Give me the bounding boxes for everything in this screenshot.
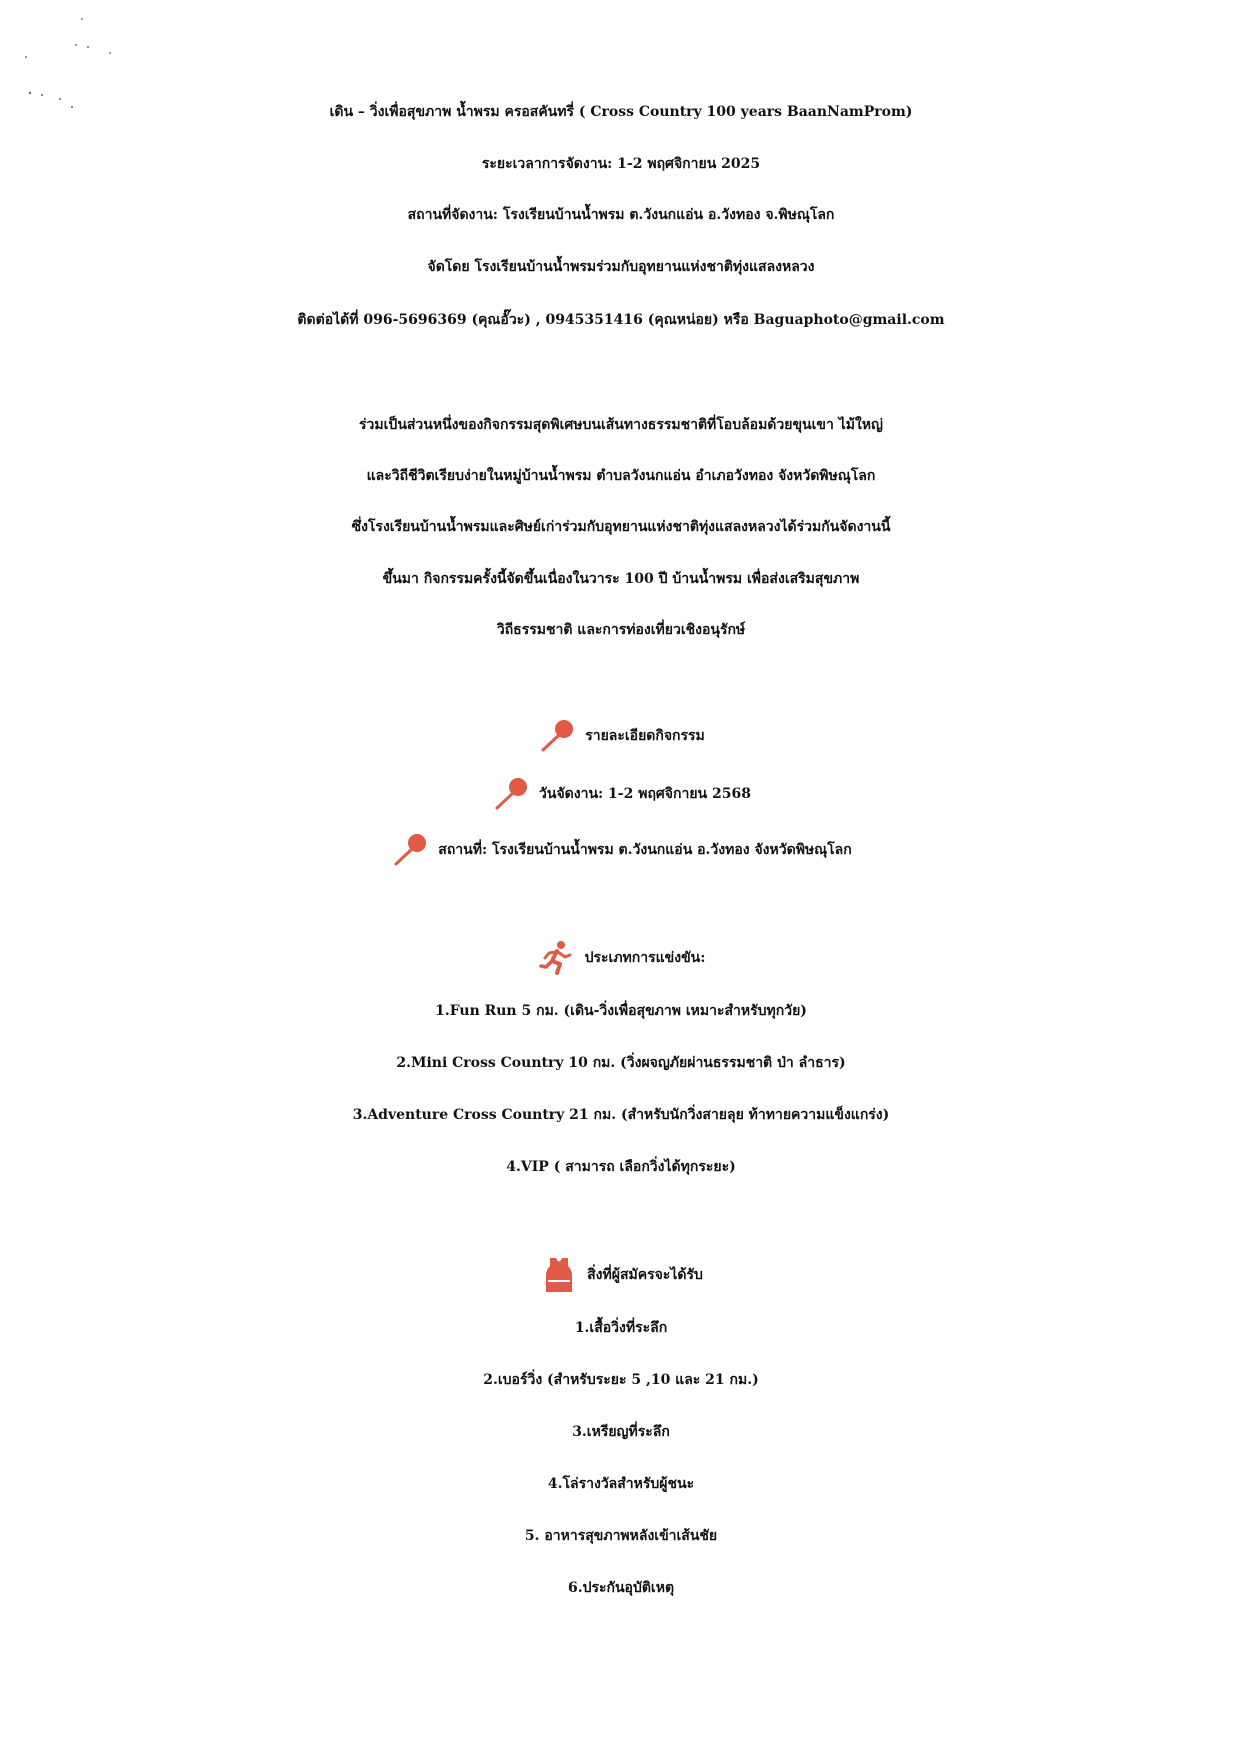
benefit-item-4: 4.โล่รางวัลสำหรับผู้ชนะ xyxy=(547,1476,695,1492)
details-heading: รายละเอียดกิจกรรม xyxy=(585,728,705,744)
details-place-row xyxy=(0,832,1242,868)
event-organizer: จัดโดย โรงเรียนบ้านน้ำพรมร่วมกับอุทยานแห่งชาติทุ่งแสลงหลวง xyxy=(427,259,815,275)
benefits-heading-row xyxy=(0,1257,1242,1293)
details-date-row xyxy=(0,776,1242,812)
benefit-item-3: 3.เหรียญที่ระลึก xyxy=(572,1424,670,1440)
benefit-item-6: 6.ประกันอุบัติเหตุ xyxy=(567,1580,675,1596)
details-date: วันจัดงาน: 1-2 พฤศจิกายน 2568 xyxy=(539,786,751,802)
category-item-2: 2.Mini Cross Country 10 กม. (วิ่งผจญภัยผ่านธรรมชาติ ป่า ลำธาร) xyxy=(396,1055,846,1071)
pushpin-icon xyxy=(390,832,430,868)
details-place: สถานที่: โรงเรียนบ้านน้ำพรม ต.วังนกแอ่น อ.วังทอง จังหวัดพิษณุโลก xyxy=(438,842,852,858)
benefits-heading: สิ่งที่ผู้สมัครจะได้รับ xyxy=(587,1267,703,1283)
event-contact: ติดต่อได้ที่ 096-5696369 (คุณอั๊วะ) , 0945351416 (คุณหน่อย) หรือ Baguaphoto@gmail.com xyxy=(297,312,945,328)
categories-heading: ประเภทการแข่งขัน: xyxy=(584,950,706,966)
category-item-4: 4.VIP ( สามารถ เลือกวิ่งได้ทุกระยะ) xyxy=(506,1159,736,1175)
event-period: ระยะเวลาการจัดงาน: 1-2 พฤศจิกายน 2025 xyxy=(481,156,761,172)
intro-line-5: วิถีธรรมชาติ และการท่องเที่ยวเชิงอนุรักษ์ xyxy=(496,622,746,638)
intro-line-3: ซึ่งโรงเรียนบ้านน้ำพรมและศิษย์เก่าร่วมกับอุทยานแห่งชาติทุ่งแสลงหลวงได้ร่วมกันจัดงานนี้ xyxy=(351,519,891,535)
category-item-3: 3.Adventure Cross Country 21 กม. (สำหรับนักวิ่งสายลุย ท้าทายความแข็งแกร่ง) xyxy=(352,1107,890,1123)
details-heading-row xyxy=(0,718,1242,754)
intro-line-4: ขึ้นมา กิจกรรมครั้งนี้จัดขึ้นเนื่องในวาระ 100 ปี บ้านน้ำพรม เพื่อส่งเสริมสุขภาพ xyxy=(382,571,860,587)
running-shirt-icon xyxy=(539,1257,579,1293)
benefit-item-1: 1.เสื้อวิ่งที่ระลึก xyxy=(574,1320,668,1336)
intro-line-1: ร่วมเป็นส่วนหนึ่งของกิจกรรมสุดพิเศษบนเส้นทางธรรมชาติที่โอบล้อมด้วยขุนเขา ไม้ใหญ่ xyxy=(359,417,883,433)
event-venue: สถานที่จัดงาน: โรงเรียนบ้านน้ำพรม ต.วังนกแอ่น อ.วังทอง จ.พิษณุโลก xyxy=(407,207,835,223)
runner-icon xyxy=(537,940,577,976)
benefit-item-5: 5. อาหารสุขภาพหลังเข้าเส้นชัย xyxy=(524,1528,718,1544)
event-title: เดิน – วิ่งเพื่อสุขภาพ น้ำพรม ครอสคันทรี่ ( Cross Country 100 years BaanNamProm) xyxy=(329,104,913,120)
pushpin-icon xyxy=(537,718,577,754)
benefit-item-2: 2.เบอร์วิ่ง (สำหรับระยะ 5 ,10 และ 21 กม.) xyxy=(483,1372,759,1388)
pushpin-icon xyxy=(491,776,531,812)
intro-line-2: และวิถีชีวิตเรียบง่ายในหมู่บ้านน้ำพรม ตำบลวังนกแอ่น อำเภอวังทอง จังหวัดพิษณุโลก xyxy=(366,468,876,484)
categories-heading-row xyxy=(0,940,1242,976)
category-item-1: 1.Fun Run 5 กม. (เดิน-วิ่งเพื่อสุขภาพ เหมาะสำหรับทุกวัย) xyxy=(435,1003,807,1019)
